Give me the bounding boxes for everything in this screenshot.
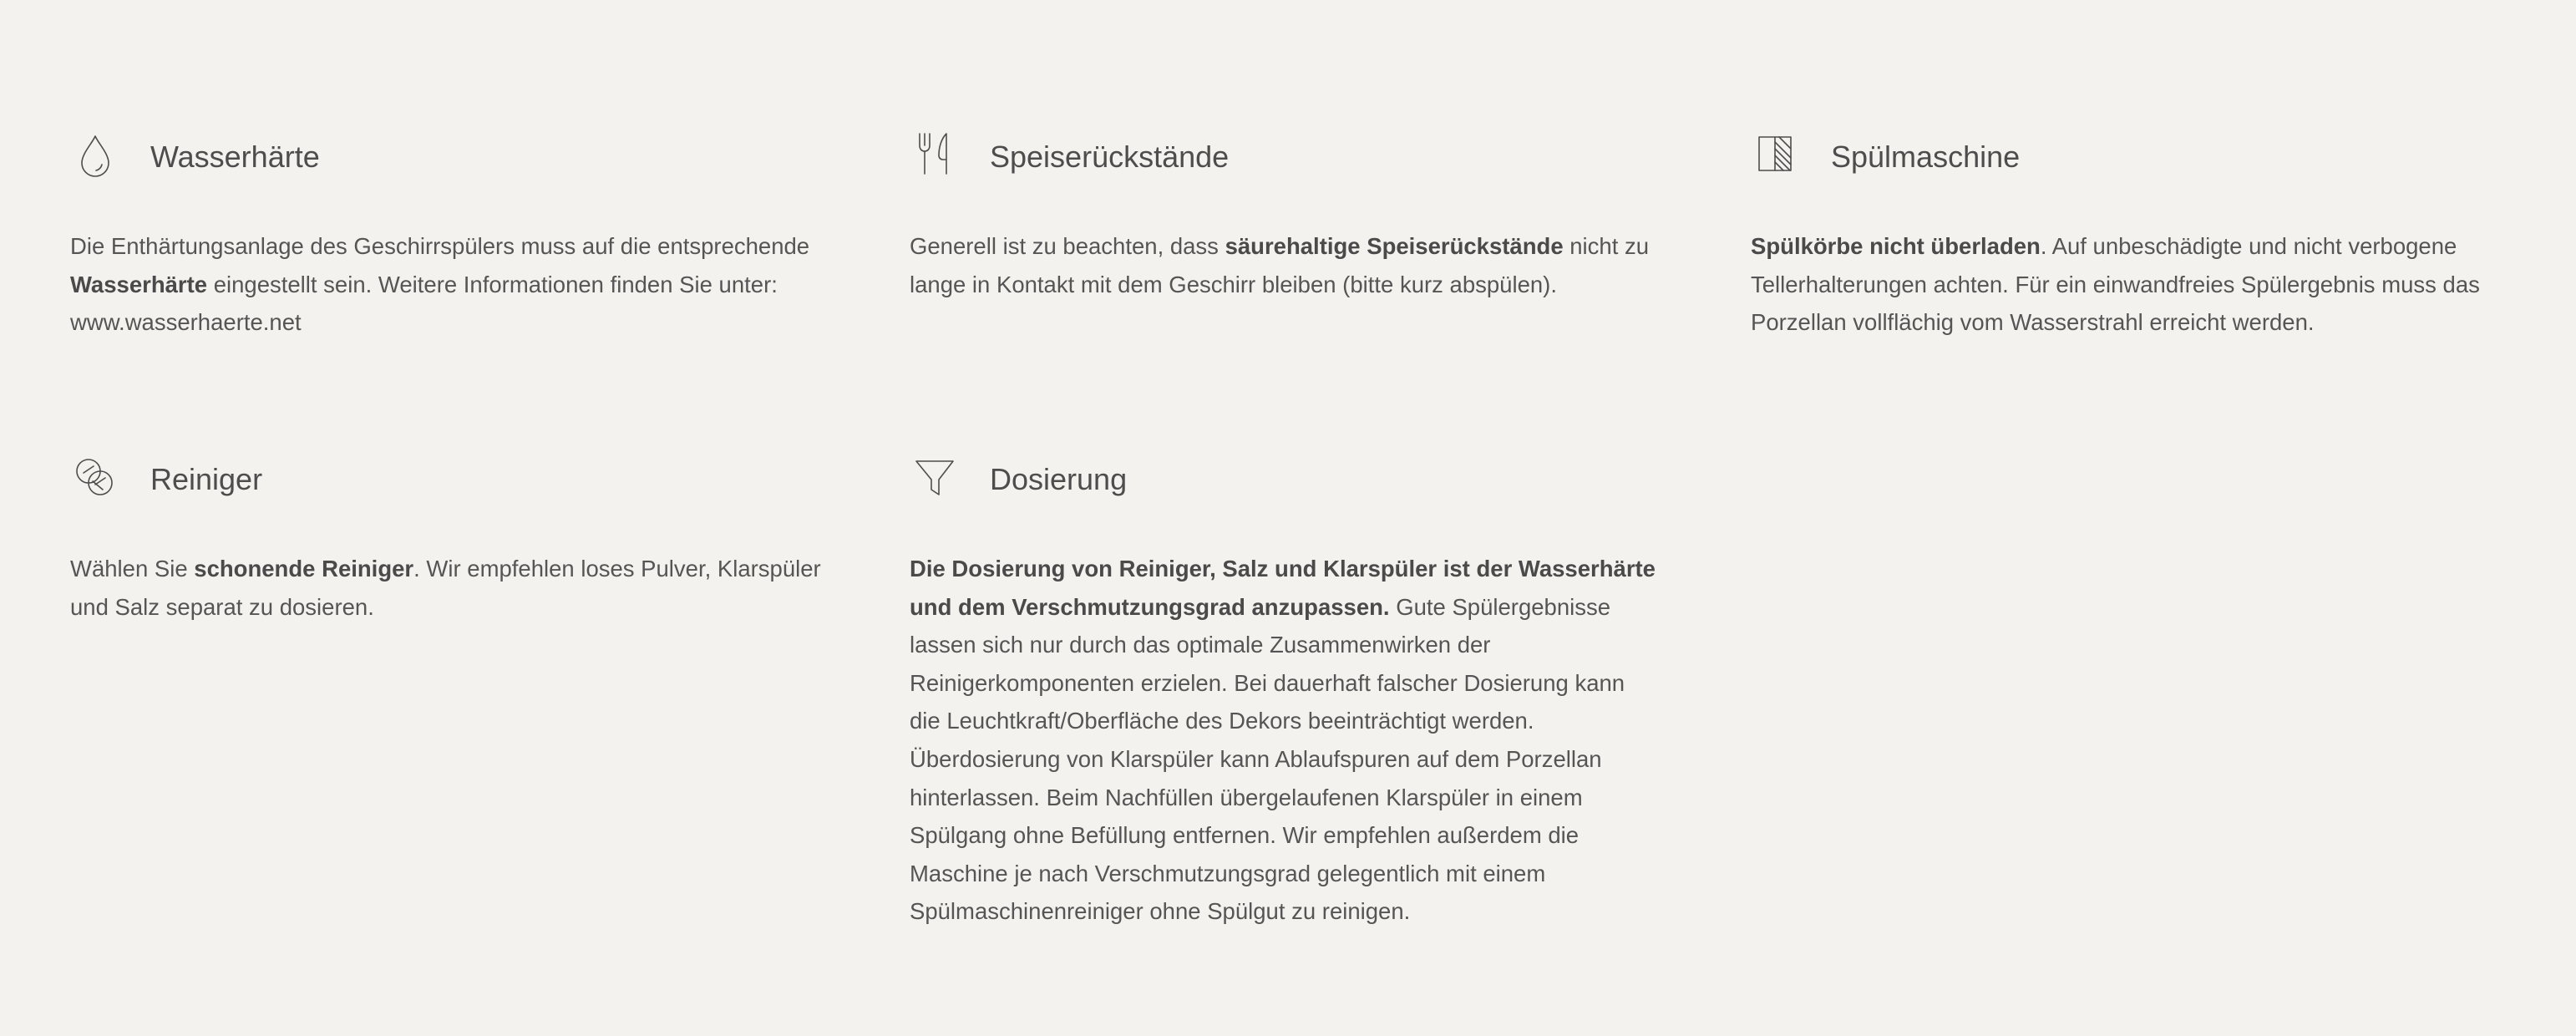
detergent-tablets-icon <box>70 453 120 503</box>
body-text: eingestellt sein. Weitere Informationen finden Sie unter: www.wasserhaerte.net <box>70 271 778 336</box>
card-title: Speiserückstände <box>990 140 1230 174</box>
body-emphasis: säurehaltige Speiserückstände <box>1225 233 1564 259</box>
body-emphasis: Wasserhärte <box>70 271 208 297</box>
body-text: Wählen Sie <box>70 556 195 581</box>
card-body <box>1751 227 2502 342</box>
card-body <box>70 227 822 342</box>
fork-knife-icon <box>910 130 960 180</box>
card-body <box>70 550 822 626</box>
water-drop-icon <box>70 130 120 180</box>
card-body <box>910 227 1661 303</box>
card-header <box>70 453 822 511</box>
body-text: . Wir empfehlen loses Pulver, Klarspüler und Salz separat zu dosieren. <box>70 556 821 620</box>
card-title: Spülmaschine <box>1831 140 2021 174</box>
body-emphasis: Spülkörbe nicht überladen <box>1751 233 2041 259</box>
body-text: Die Enthärtungsanlage des Geschirrspülers muss auf die entsprechende <box>70 233 810 259</box>
body-emphasis: schonende Reiniger <box>194 556 414 581</box>
card-title: Reiniger <box>150 462 263 496</box>
body-emphasis: Die Dosierung von Reiniger, Salz und Klarspüler ist der Wasserhärte und dem Verschmutzungsgrad anzupassen. <box>910 556 1656 620</box>
card-header <box>910 130 1661 189</box>
card-title: Wasserhärte <box>150 140 320 174</box>
card-header <box>910 453 1661 511</box>
body-text: nicht zu lange in Kontakt mit dem Geschirr bleiben (bitte kurz abspülen). <box>910 233 1650 297</box>
card-body <box>910 550 1661 931</box>
dishwasher-icon <box>1751 130 1801 180</box>
body-text: Generell ist zu beachten, dass <box>910 233 1225 259</box>
body-text: Gute Spülergebnisse lassen sich nur durch das optimale Zusammenwirken der Reinigerkomponenten erzielen. Bei dauerhaft falscher Dosierung kann die Leuchtkraft/Oberfläche des Dekors beeinträchtigt werden. Überdosierung von Klarspüler kann Ablaufspuren auf dem Porzellan hinterlassen. Beim Nachfüllen übergelaufenen Klarspüler in einem Spülgang ohne Befüllung entfernen. Wir empfehlen außerdem die Maschine je nach Verschmutzungsgrad gelegentlich mit einem Spülmaschinenreiniger ohne Spülgut zu reinigen. <box>910 593 1625 925</box>
card-header <box>70 130 822 189</box>
body-text: . Auf unbeschädigte und nicht verbogene Tellerhalterungen achten. Für ein einwandfreies Spülergebnis muss das Porzellan vollflächig vom Wasserstrahl erreicht werden. <box>1751 233 2480 336</box>
funnel-icon <box>910 453 960 503</box>
card-title: Dosierung <box>990 462 1128 496</box>
card-header <box>1751 130 2502 189</box>
